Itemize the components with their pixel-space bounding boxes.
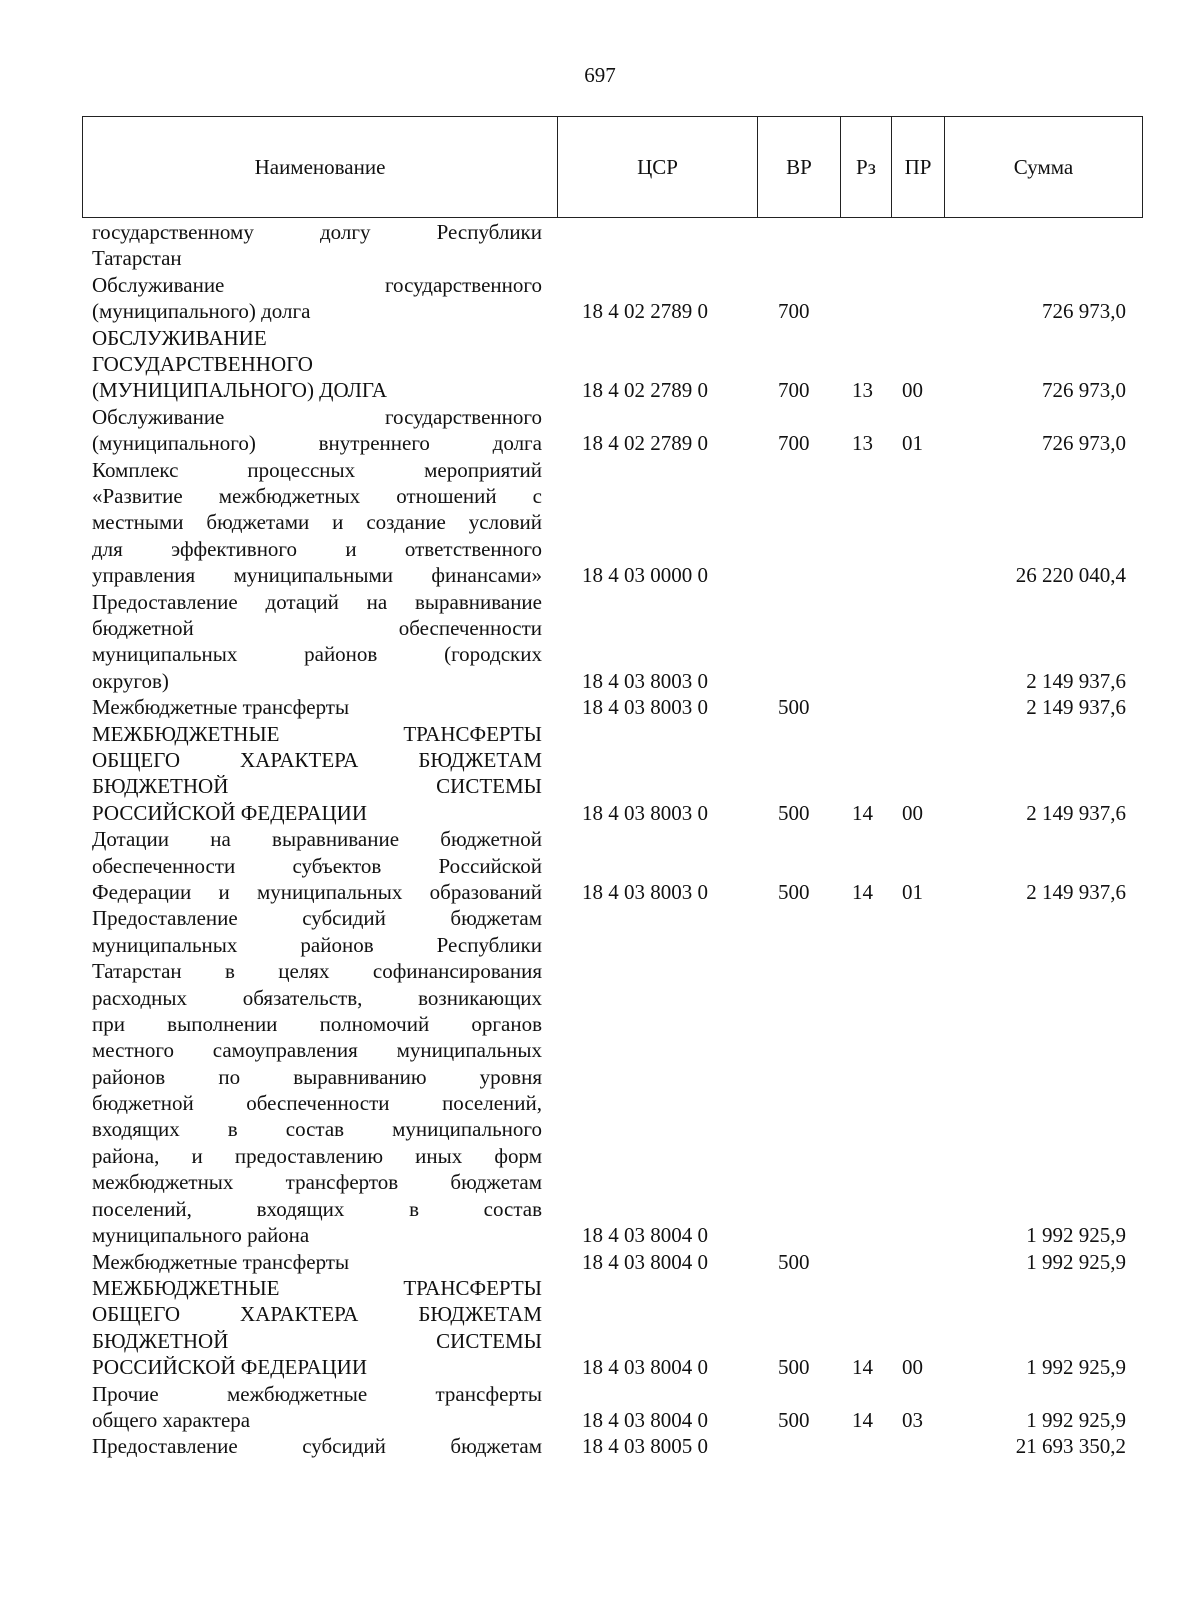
row-csr: 18 4 03 8004 0 — [582, 1355, 708, 1380]
row-csr: 18 4 03 8003 0 — [582, 668, 708, 693]
row-name-line: муниципального района — [92, 1223, 310, 1248]
column-header-pr: ПР — [892, 117, 945, 218]
row-sum: 726 973,0 — [1042, 431, 1126, 456]
row-name-line: муниципальных районов Республики — [92, 932, 542, 957]
row-name-line: Татарстан в целях софинансирования — [92, 959, 542, 984]
row-name-line: при выполнении полномочий органов — [92, 1011, 542, 1036]
row-csr: 18 4 03 8003 0 — [582, 695, 708, 720]
row-name-line: Предоставление субсидий бюджетам — [92, 906, 542, 931]
table-row — [0, 457, 1200, 589]
row-sum: 2 149 937,6 — [1026, 668, 1126, 693]
row-name — [92, 1433, 542, 1459]
row-name-line: Обслуживание государственного — [92, 404, 542, 429]
row-name — [92, 404, 542, 457]
row-name-line: (МУНИЦИПАЛЬНОГО) ДОЛГА — [92, 378, 387, 403]
row-vr: 500 — [778, 879, 810, 904]
table-row — [0, 1275, 1200, 1381]
row-rz: 13 — [852, 431, 873, 456]
row-name-line: расходных обязательств, возникающих — [92, 985, 542, 1010]
table-row — [0, 826, 1200, 905]
row-sum: 26 220 040,4 — [1015, 563, 1126, 588]
row-name-line: Предоставление дотаций на выравнивание — [92, 589, 542, 614]
row-rz: 14 — [852, 1355, 873, 1380]
row-csr: 18 4 02 2789 0 — [582, 299, 708, 324]
row-pr: 01 — [902, 879, 923, 904]
row-name — [92, 826, 542, 905]
table-row — [0, 1381, 1200, 1434]
row-name-line: Татарстан — [92, 246, 182, 271]
row-name-line: ОБСЛУЖИВАНИЕ — [92, 325, 267, 350]
row-pr: 01 — [902, 431, 923, 456]
row-name-line: ГОСУДАРСТВЕННОГО — [92, 351, 313, 376]
row-name-line: управления муниципальными финансами» — [92, 563, 542, 588]
row-name-line: МЕЖБЮДЖЕТНЫЕ ТРАНСФЕРТЫ — [92, 721, 542, 746]
row-sum: 1 992 925,9 — [1026, 1223, 1126, 1248]
row-rz: 14 — [852, 879, 873, 904]
row-name — [92, 219, 542, 272]
column-header-name: Наименование — [83, 117, 558, 218]
row-csr: 18 4 03 8005 0 — [582, 1434, 708, 1459]
row-sum: 2 149 937,6 — [1026, 879, 1126, 904]
row-name-line: Межбюджетные трансферты — [92, 695, 350, 720]
table-header — [82, 116, 1143, 218]
row-vr: 700 — [778, 299, 810, 324]
table-row — [0, 905, 1200, 1248]
row-name-line: Комплекс процессных мероприятий — [92, 457, 542, 482]
row-name-line: для эффективного и ответственного — [92, 536, 542, 561]
table-row — [0, 219, 1200, 272]
row-vr: 700 — [778, 378, 810, 403]
table-row — [0, 272, 1200, 325]
row-name-line: государственному долгу Республики — [92, 220, 542, 244]
row-name-line: межбюджетных трансфертов бюджетам — [92, 1170, 542, 1195]
row-name-line: Обслуживание государственного — [92, 272, 542, 297]
row-name — [92, 1249, 542, 1275]
row-name-line: Межбюджетные трансферты — [92, 1249, 350, 1274]
row-csr: 18 4 03 0000 0 — [582, 563, 708, 588]
row-vr: 500 — [778, 1407, 810, 1432]
row-csr: 18 4 03 8004 0 — [582, 1249, 708, 1274]
row-name — [92, 325, 542, 404]
row-name-line: местными бюджетами и создание условий — [92, 510, 542, 535]
row-vr: 500 — [778, 695, 810, 720]
row-name-line: РОССИЙСКОЙ ФЕДЕРАЦИИ — [92, 1355, 367, 1380]
row-csr: 18 4 03 8003 0 — [582, 800, 708, 825]
row-name-line: районов по выравниванию уровня — [92, 1064, 542, 1089]
row-name-line: округов) — [92, 668, 169, 693]
row-name-line: Прочие межбюджетные трансферты — [92, 1381, 542, 1406]
row-name-line: общего характера — [92, 1407, 251, 1432]
row-name-line: Дотации на выравнивание бюджетной — [92, 827, 542, 852]
row-csr: 18 4 02 2789 0 — [582, 378, 708, 403]
row-name-line: Предоставление субсидий бюджетам — [92, 1434, 542, 1459]
row-vr: 500 — [778, 1249, 810, 1274]
row-name — [92, 1275, 542, 1381]
row-name-line: ОБЩЕГО ХАРАКТЕРА БЮДЖЕТАМ — [92, 747, 542, 772]
row-name-line: района, и предоставлению иных форм — [92, 1143, 542, 1168]
row-name-line: «Развитие межбюджетных отношений с — [92, 483, 542, 508]
row-name — [92, 694, 542, 720]
row-name-line: БЮДЖЕТНОЙ СИСТЕМЫ — [92, 774, 542, 799]
row-name-line: местного самоуправления муниципальных — [92, 1038, 542, 1063]
row-pr: 00 — [902, 1355, 923, 1380]
row-name — [92, 457, 542, 589]
row-name-line: бюджетной обеспеченности поселений, — [92, 1091, 542, 1116]
table-row — [0, 1433, 1200, 1459]
row-name-line: (муниципального) долга — [92, 299, 311, 324]
row-name-line: обеспеченности субъектов Российской — [92, 853, 542, 878]
row-csr: 18 4 02 2789 0 — [582, 431, 708, 456]
row-vr: 500 — [778, 1355, 810, 1380]
table-row — [0, 694, 1200, 720]
row-name — [92, 721, 542, 827]
table-row — [0, 589, 1200, 695]
column-header-sum: Сумма — [945, 117, 1143, 218]
row-sum: 2 149 937,6 — [1026, 695, 1126, 720]
row-pr: 00 — [902, 800, 923, 825]
row-name-line: муниципальных районов (городских — [92, 642, 542, 667]
row-csr: 18 4 03 8004 0 — [582, 1407, 708, 1432]
column-header-vr: ВР — [758, 117, 841, 218]
column-header-csr: ЦСР — [558, 117, 758, 218]
row-name-line: поселений, входящих в состав — [92, 1196, 542, 1221]
table-row — [0, 325, 1200, 404]
row-vr: 700 — [778, 431, 810, 456]
row-sum: 1 992 925,9 — [1026, 1407, 1126, 1432]
page-number: 697 — [584, 63, 616, 87]
row-rz: 14 — [852, 800, 873, 825]
row-name-line: бюджетной обеспеченности — [92, 615, 542, 640]
row-name — [92, 272, 542, 325]
row-name — [92, 589, 542, 695]
row-rz: 14 — [852, 1407, 873, 1432]
row-sum: 726 973,0 — [1042, 299, 1126, 324]
row-name — [92, 905, 542, 1248]
row-name-line: (муниципального) внутреннего долга — [92, 431, 542, 456]
row-pr: 03 — [902, 1407, 923, 1432]
table-row — [0, 1249, 1200, 1275]
row-sum: 2 149 937,6 — [1026, 800, 1126, 825]
row-name-line: Федерации и муниципальных образований — [92, 879, 542, 904]
row-name — [92, 1381, 542, 1434]
row-sum: 21 693 350,2 — [1015, 1434, 1126, 1459]
table-row — [0, 404, 1200, 457]
row-name-line: ОБЩЕГО ХАРАКТЕРА БЮДЖЕТАМ — [92, 1302, 542, 1327]
row-sum: 726 973,0 — [1042, 378, 1126, 403]
row-csr: 18 4 03 8003 0 — [582, 879, 708, 904]
column-header-rz: Рз — [841, 117, 892, 218]
row-name-line: БЮДЖЕТНОЙ СИСТЕМЫ — [92, 1328, 542, 1353]
row-rz: 13 — [852, 378, 873, 403]
row-csr: 18 4 03 8004 0 — [582, 1223, 708, 1248]
row-name-line: входящих в состав муниципального — [92, 1117, 542, 1142]
row-pr: 00 — [902, 378, 923, 403]
table-body — [0, 219, 1200, 1460]
row-sum: 1 992 925,9 — [1026, 1249, 1126, 1274]
row-sum: 1 992 925,9 — [1026, 1355, 1126, 1380]
row-name-line: РОССИЙСКОЙ ФЕДЕРАЦИИ — [92, 800, 367, 825]
row-name-line: МЕЖБЮДЖЕТНЫЕ ТРАНСФЕРТЫ — [92, 1275, 542, 1300]
row-vr: 500 — [778, 800, 810, 825]
table-row — [0, 721, 1200, 827]
